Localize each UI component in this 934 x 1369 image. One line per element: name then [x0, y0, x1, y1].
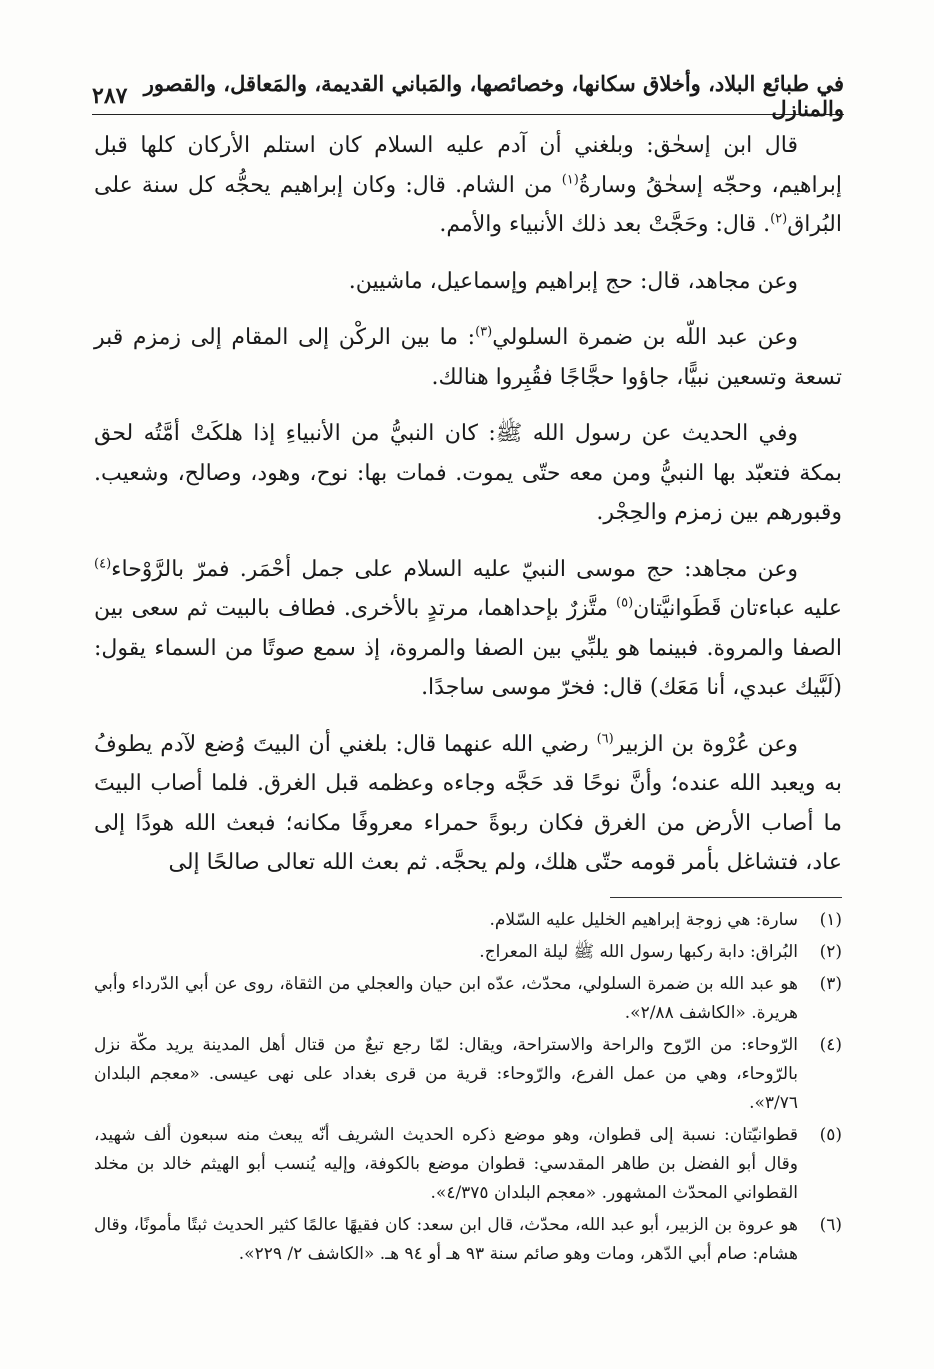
paragraph-text: وعن مجاهد، قال: حج إبراهيم وإسماعيل، ماشيين. — [348, 268, 798, 294]
paragraph — [94, 126, 842, 245]
footnote-text: سارة: هي زوجة إبراهيم الخليل عليه السّلام. — [489, 910, 798, 930]
footnote-number: (١) — [819, 910, 842, 930]
paragraph — [94, 725, 842, 883]
footnote — [94, 1121, 842, 1208]
main-text — [94, 126, 842, 883]
paragraph — [94, 318, 842, 397]
paragraph-text: متَّزرٌ بإحداهما، مرتدٍ بالأخرى. فطاف بالبيت ثم سعى بين الصفا والمروة. فبينما هو يلبِّي بين الصفا والمروة، إذ سمع صوتًا من السماء يقول: (لَبَّيك عبدي، أنا مَعَك) قال: فخرّ موسى ساجدًا. — [94, 596, 842, 700]
footnote — [94, 1211, 842, 1269]
footnote-ref[interactable]: (٣) — [475, 324, 493, 340]
footnote-number: (٥) — [819, 1125, 842, 1145]
paragraph-text: وعن مجاهد: حج موسى النبيّ عليه السلام على جمل أحْمَر. فمرّ بالرَّوْحاء — [111, 556, 798, 582]
footnote-text: قطوانيّتان: نسبة إلى قطوان، وهو موضع ذكره الحديث الشريف أنّه يبعث منه سبعون ألف شهيد، وقال أبو الفضل بن طاهر المقدسي: قطوان موضع بالكوفة، وإليه يُنسب أبو الهيثم خالد بن مخلد القطواني المحدّث المشهور. «معجم البلدان ٤/٣٧٥». — [94, 1125, 798, 1203]
footnote — [94, 906, 842, 935]
running-title: في طبائع البلاد، وأخلاق سكانها، وخصائصها، والمَباني القديمة، والمَعاقل، والقصور والمنازل — [143, 71, 844, 121]
paragraph-text: رضي الله عنهما قال: بلغني أن البيتَ وُضع لآدم يطوفُ به ويعبد الله عنده؛ وأنَّ نوحًا قد حَجَّه وجاءه وعظمه قبل الغرق. فلما أصاب البيتَ ما أصاب الأرض من الغرق فكان ربوةً حمراء معروفًا مكانه؛ فبعث الله هودًا إلى عاد، فتشاغل بأمر قومه حتّى هلك، ولم يحجَّه. ثم بعث الله تعالى صالحًا إلى — [94, 731, 842, 875]
footnote-ref[interactable]: (٦) — [596, 731, 614, 747]
footnote — [94, 1031, 842, 1118]
paragraph-text: وعن عُرْوة بن الزبير — [613, 731, 798, 757]
footnote-text: البُراق: دابة ركبها رسول الله ﷺ ليلة المعراج. — [479, 942, 798, 962]
footnote-ref[interactable]: (٤) — [94, 556, 112, 572]
paragraph-text: : ما بين الركْن إلى المقام إلى زمزم قبر تسعة وتسعين نبيًّا، جاؤوا حجَّاجًا فقُبِروا هنالك. — [94, 325, 842, 390]
footnote — [94, 938, 842, 967]
paragraph — [94, 262, 842, 302]
footnote-number: (٤) — [819, 1035, 842, 1055]
footnote-ref[interactable]: (١) — [561, 172, 579, 188]
footnote-text: هو عبد الله بن ضمرة السلولي، محدّث، عدّه ابن حيان والعجلي من الثقاة، روى عن أبي الدّرداء وأبي هريرة. «الكاشف ٢/٨٨». — [94, 974, 798, 1023]
footnote-ref[interactable]: (٢) — [770, 211, 788, 227]
paragraph-text: عليه عباءتان قَطَوانيَّتان — [633, 596, 842, 621]
footnote-ref[interactable]: (٥) — [616, 595, 634, 611]
page-number: ٢٨٧ — [92, 83, 128, 109]
footnote-number: (٦) — [819, 1215, 842, 1235]
footnote-text: الرّوحاء: من الرّوح والراحة والاستراحة، ويقال: لمّا رجع تبعٌ من قتال أهل المدينة يريد مكّة نزل بالرّوحاء، وهي من عمل الفرع، والرّوحاء: قرية من قرى بغداد على نهى عيسى. «معجم البلدان ٣/٧٦». — [94, 1035, 798, 1113]
paragraph — [94, 550, 842, 708]
footnote — [94, 970, 842, 1028]
footnote-number: (٢) — [819, 942, 842, 962]
footnote-separator — [610, 897, 842, 898]
running-header — [92, 71, 844, 121]
paragraph — [94, 414, 842, 533]
paragraph-text: قال ابن إسحٰق: وبلغني أن آدم عليه السلام كان استلم الأركان كلها قبل إبراهيم، وحجّه إسحٰقُ وسارةُ — [94, 133, 842, 198]
footnote-text: هو عروة بن الزبير، أبو عبد الله، محدّث، قال ابن سعد: كان فقيهًا عالمًا كثير الحديث ثبتًا مأمونًا، وقال هشام: صام أبي الدّهر، ومات وهو صائم سنة ٩٣ هـ أو ٩٤ هـ. «الكاشف ٢/ ٢٢٩». — [94, 1215, 798, 1264]
paragraph-text: وفي الحديث عن رسول الله ﷺ: كان النبيُّ من الأنبياءِ إذا هلكَتْ أمَّتُه لحق بمكة فتعبّد بها النبيُّ ومن معه حتّى يموت. فمات بها: نوح، وهود، وصالح، وشعيب. وقبورهم بين زمزم والحِجْر. — [94, 421, 842, 525]
paragraph-text: . قال: وحَجَّتْ بعد ذلك الأنبياء والأمم. — [439, 212, 771, 237]
paragraph-text: من الشام. قال: وكان إبراهيم يحجُّه كل سنة على البُراق — [94, 172, 842, 237]
paragraph-text: وعن عبد اللّه بن ضمرة السلولي — [492, 325, 798, 350]
footnote-number: (٣) — [819, 974, 842, 994]
footnotes — [94, 906, 842, 1272]
